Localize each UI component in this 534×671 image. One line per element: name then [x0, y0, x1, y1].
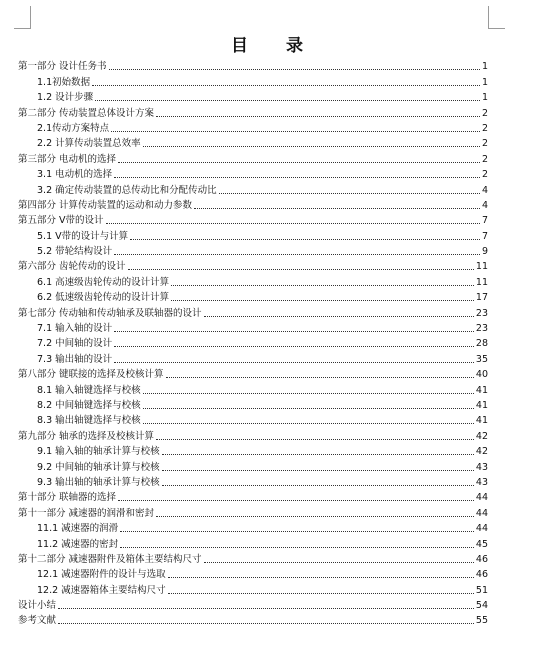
- toc-entry[interactable]: [18, 104, 488, 119]
- toc-entry-page-number: 7: [481, 215, 488, 227]
- toc-dot-leader: [194, 208, 480, 209]
- toc-entry-label: 第四部分 计算传动装置的运动和动力参数: [18, 199, 193, 211]
- toc-dot-leader: [156, 516, 474, 517]
- table-of-contents: [18, 58, 488, 627]
- toc-dot-leader: [111, 131, 480, 132]
- toc-dot-leader: [114, 362, 474, 363]
- toc-entry-label: 3.2 确定传动装置的总传动比和分配传动比: [37, 184, 217, 196]
- toc-entry-label: 第七部分 传动轴和传动轴承及联轴器的设计: [18, 307, 202, 319]
- toc-entry-page-number: 46: [475, 569, 488, 581]
- toc-entry[interactable]: [18, 551, 488, 566]
- toc-entry-label: 第一部分 设计任务书: [18, 61, 107, 73]
- toc-entry-page-number: 35: [475, 353, 488, 365]
- toc-entry-page-number: 41: [475, 384, 488, 396]
- toc-dot-leader: [143, 393, 474, 394]
- toc-entry[interactable]: [18, 504, 488, 519]
- toc-entry-page-number: 23: [475, 323, 488, 335]
- toc-entry[interactable]: [18, 366, 488, 381]
- toc-dot-leader: [166, 377, 474, 378]
- toc-entry-page-number: 1: [481, 92, 488, 104]
- toc-entry[interactable]: [18, 166, 488, 181]
- toc-entry-label: 1.1初始数据: [37, 76, 91, 88]
- toc-entry-label: 12.2 减速器箱体主要结构尺寸: [37, 584, 166, 596]
- toc-dot-leader: [143, 423, 474, 424]
- toc-entry-label: 设计小结: [18, 600, 57, 612]
- toc-entry[interactable]: [18, 150, 488, 165]
- toc-dot-leader: [130, 239, 480, 240]
- toc-entry-page-number: 11: [475, 276, 488, 288]
- toc-entry-label: 9.2 中间轴的轴承计算与校核: [37, 461, 160, 473]
- toc-entry-page-number: 54: [475, 600, 488, 612]
- page-corner-mark-left: [14, 6, 31, 29]
- toc-dot-leader: [156, 116, 480, 117]
- toc-dot-leader: [162, 485, 474, 486]
- toc-dot-leader: [204, 562, 474, 563]
- toc-entry[interactable]: [18, 535, 488, 550]
- toc-dot-leader: [58, 608, 474, 609]
- toc-entry-label: 第六部分 齿轮传动的设计: [18, 261, 126, 273]
- toc-dot-leader: [58, 623, 474, 624]
- toc-dot-leader: [109, 69, 480, 70]
- toc-entry-label: 8.1 输入轴键选择与校核: [37, 384, 141, 396]
- toc-dot-leader: [143, 408, 474, 409]
- toc-entry-label: 第二部分 传动装置总体设计方案: [18, 107, 155, 119]
- toc-entry-page-number: 7: [481, 230, 488, 242]
- toc-entry-label: 第八部分 键联接的选择及校核计算: [18, 369, 164, 381]
- toc-entry[interactable]: [18, 381, 488, 396]
- toc-entry-page-number: 45: [475, 538, 488, 550]
- toc-entry-page-number: 2: [481, 107, 488, 119]
- toc-dot-leader: [106, 223, 480, 224]
- toc-entry[interactable]: [18, 89, 488, 104]
- toc-dot-leader: [114, 331, 474, 332]
- toc-entry[interactable]: [18, 350, 488, 365]
- toc-dot-leader: [171, 300, 474, 301]
- toc-entry-page-number: 42: [475, 446, 488, 458]
- toc-entry[interactable]: [18, 273, 488, 288]
- toc-entry-page-number: 44: [475, 523, 488, 535]
- toc-entry[interactable]: [18, 566, 488, 581]
- toc-entry[interactable]: [18, 489, 488, 504]
- toc-entry[interactable]: [18, 597, 488, 612]
- page-corner-mark-right: [488, 6, 505, 29]
- toc-entry-page-number: 46: [475, 553, 488, 565]
- toc-dot-leader: [120, 531, 474, 532]
- toc-entry-page-number: 44: [475, 492, 488, 504]
- toc-entry-page-number: 1: [481, 61, 488, 73]
- toc-entry-label: 第三部分 电动机的选择: [18, 153, 117, 165]
- toc-entry-page-number: 4: [481, 184, 488, 196]
- toc-entry[interactable]: [18, 304, 488, 319]
- toc-entry-page-number: 17: [475, 292, 488, 304]
- toc-entry-page-number: 43: [475, 461, 488, 473]
- toc-entry[interactable]: [18, 458, 488, 473]
- toc-entry[interactable]: [18, 427, 488, 442]
- toc-entry-label: 2.2 计算传动装置总效率: [37, 138, 141, 150]
- toc-entry-page-number: 2: [481, 122, 488, 134]
- toc-dot-leader: [219, 193, 480, 194]
- toc-entry-page-number: 4: [481, 199, 488, 211]
- toc-dot-leader: [118, 500, 474, 501]
- toc-dot-leader: [171, 285, 474, 286]
- toc-dot-leader: [168, 577, 474, 578]
- toc-entry[interactable]: [18, 443, 488, 458]
- toc-entry-page-number: 23: [475, 307, 488, 319]
- toc-dot-leader: [156, 439, 474, 440]
- toc-entry[interactable]: [18, 197, 488, 212]
- toc-entry-label: 7.1 输入轴的设计: [37, 323, 113, 335]
- toc-entry[interactable]: [18, 135, 488, 150]
- toc-entry-label: 6.1 高速级齿轮传动的设计计算: [37, 276, 170, 288]
- toc-entry-label: 第十部分 联轴器的选择: [18, 492, 117, 504]
- toc-entry-page-number: 42: [475, 430, 488, 442]
- toc-entry-label: 5.2 带轮结构设计: [37, 246, 113, 258]
- toc-entry[interactable]: [18, 581, 488, 596]
- toc-dot-leader: [162, 470, 474, 471]
- toc-entry-label: 11.1 减速器的润滑: [37, 523, 119, 535]
- toc-entry-page-number: 41: [475, 415, 488, 427]
- toc-entry-label: 2.1传动方案特点: [37, 122, 110, 134]
- toc-entry[interactable]: [18, 73, 488, 88]
- toc-entry-label: 第十一部分 减速器的润滑和密封: [18, 507, 155, 519]
- toc-entry-label: 参考文献: [18, 615, 57, 627]
- toc-entry[interactable]: [18, 258, 488, 273]
- toc-entry-page-number: 28: [475, 338, 488, 350]
- toc-dot-leader: [118, 162, 480, 163]
- toc-dot-leader: [204, 316, 474, 317]
- toc-entry-label: 6.2 低速级齿轮传动的设计计算: [37, 292, 170, 304]
- toc-entry-label: 第九部分 轴承的选择及校核计算: [18, 430, 155, 442]
- toc-entry-page-number: 41: [475, 399, 488, 411]
- toc-entry-page-number: 11: [475, 261, 488, 273]
- toc-entry[interactable]: [18, 243, 488, 258]
- toc-dot-leader: [168, 593, 474, 594]
- toc-entry[interactable]: [18, 181, 488, 196]
- toc-entry-label: 第十二部分 减速器附件及箱体主要结构尺寸: [18, 553, 202, 565]
- toc-entry-page-number: 55: [475, 615, 488, 627]
- toc-entry[interactable]: [18, 397, 488, 412]
- toc-entry[interactable]: [18, 320, 488, 335]
- toc-entry[interactable]: [18, 474, 488, 489]
- toc-entry[interactable]: [18, 58, 488, 73]
- toc-entry[interactable]: [18, 120, 488, 135]
- toc-entry[interactable]: [18, 612, 488, 627]
- toc-entry-label: 7.3 输出轴的设计: [37, 353, 113, 365]
- toc-entry-page-number: 2: [481, 138, 488, 150]
- toc-dot-leader: [114, 254, 480, 255]
- toc-entry-label: 3.1 电动机的选择: [37, 169, 113, 181]
- toc-entry[interactable]: [18, 520, 488, 535]
- toc-entry-label: 8.3 输出轴键选择与校核: [37, 415, 141, 427]
- toc-entry-page-number: 44: [475, 507, 488, 519]
- toc-entry-label: 9.1 输入轴的轴承计算与校核: [37, 446, 160, 458]
- toc-entry[interactable]: [18, 227, 488, 242]
- toc-entry-page-number: 9: [481, 246, 488, 258]
- toc-dot-leader: [162, 454, 474, 455]
- toc-dot-leader: [114, 177, 480, 178]
- toc-entry-page-number: 2: [481, 169, 488, 181]
- toc-entry-page-number: 51: [475, 584, 488, 596]
- toc-dot-leader: [114, 346, 474, 347]
- toc-title: 目 录: [231, 36, 319, 56]
- toc-entry-label: 第五部分 V带的设计: [18, 215, 104, 227]
- toc-entry-page-number: 2: [481, 153, 488, 165]
- toc-entry[interactable]: [18, 212, 488, 227]
- toc-entry-page-number: 1: [481, 76, 488, 88]
- toc-entry-label: 8.2 中间轴键选择与校核: [37, 399, 141, 411]
- toc-entry-label: 9.3 输出轴的轴承计算与校核: [37, 476, 160, 488]
- toc-dot-leader: [143, 146, 480, 147]
- toc-dot-leader: [120, 547, 474, 548]
- toc-entry-page-number: 43: [475, 476, 488, 488]
- toc-dot-leader: [92, 85, 480, 86]
- toc-entry-label: 5.1 V带的设计与计算: [37, 230, 129, 242]
- toc-entry-label: 11.2 减速器的密封: [37, 538, 119, 550]
- toc-dot-leader: [128, 269, 474, 270]
- toc-entry[interactable]: [18, 289, 488, 304]
- toc-entry-label: 12.1 减速器附件的设计与选取: [37, 569, 166, 581]
- toc-entry-label: 1.2 设计步骤: [37, 92, 94, 104]
- toc-entry[interactable]: [18, 412, 488, 427]
- toc-dot-leader: [95, 100, 480, 101]
- toc-entry-page-number: 40: [475, 369, 488, 381]
- toc-entry[interactable]: [18, 335, 488, 350]
- toc-entry-label: 7.2 中间轴的设计: [37, 338, 113, 350]
